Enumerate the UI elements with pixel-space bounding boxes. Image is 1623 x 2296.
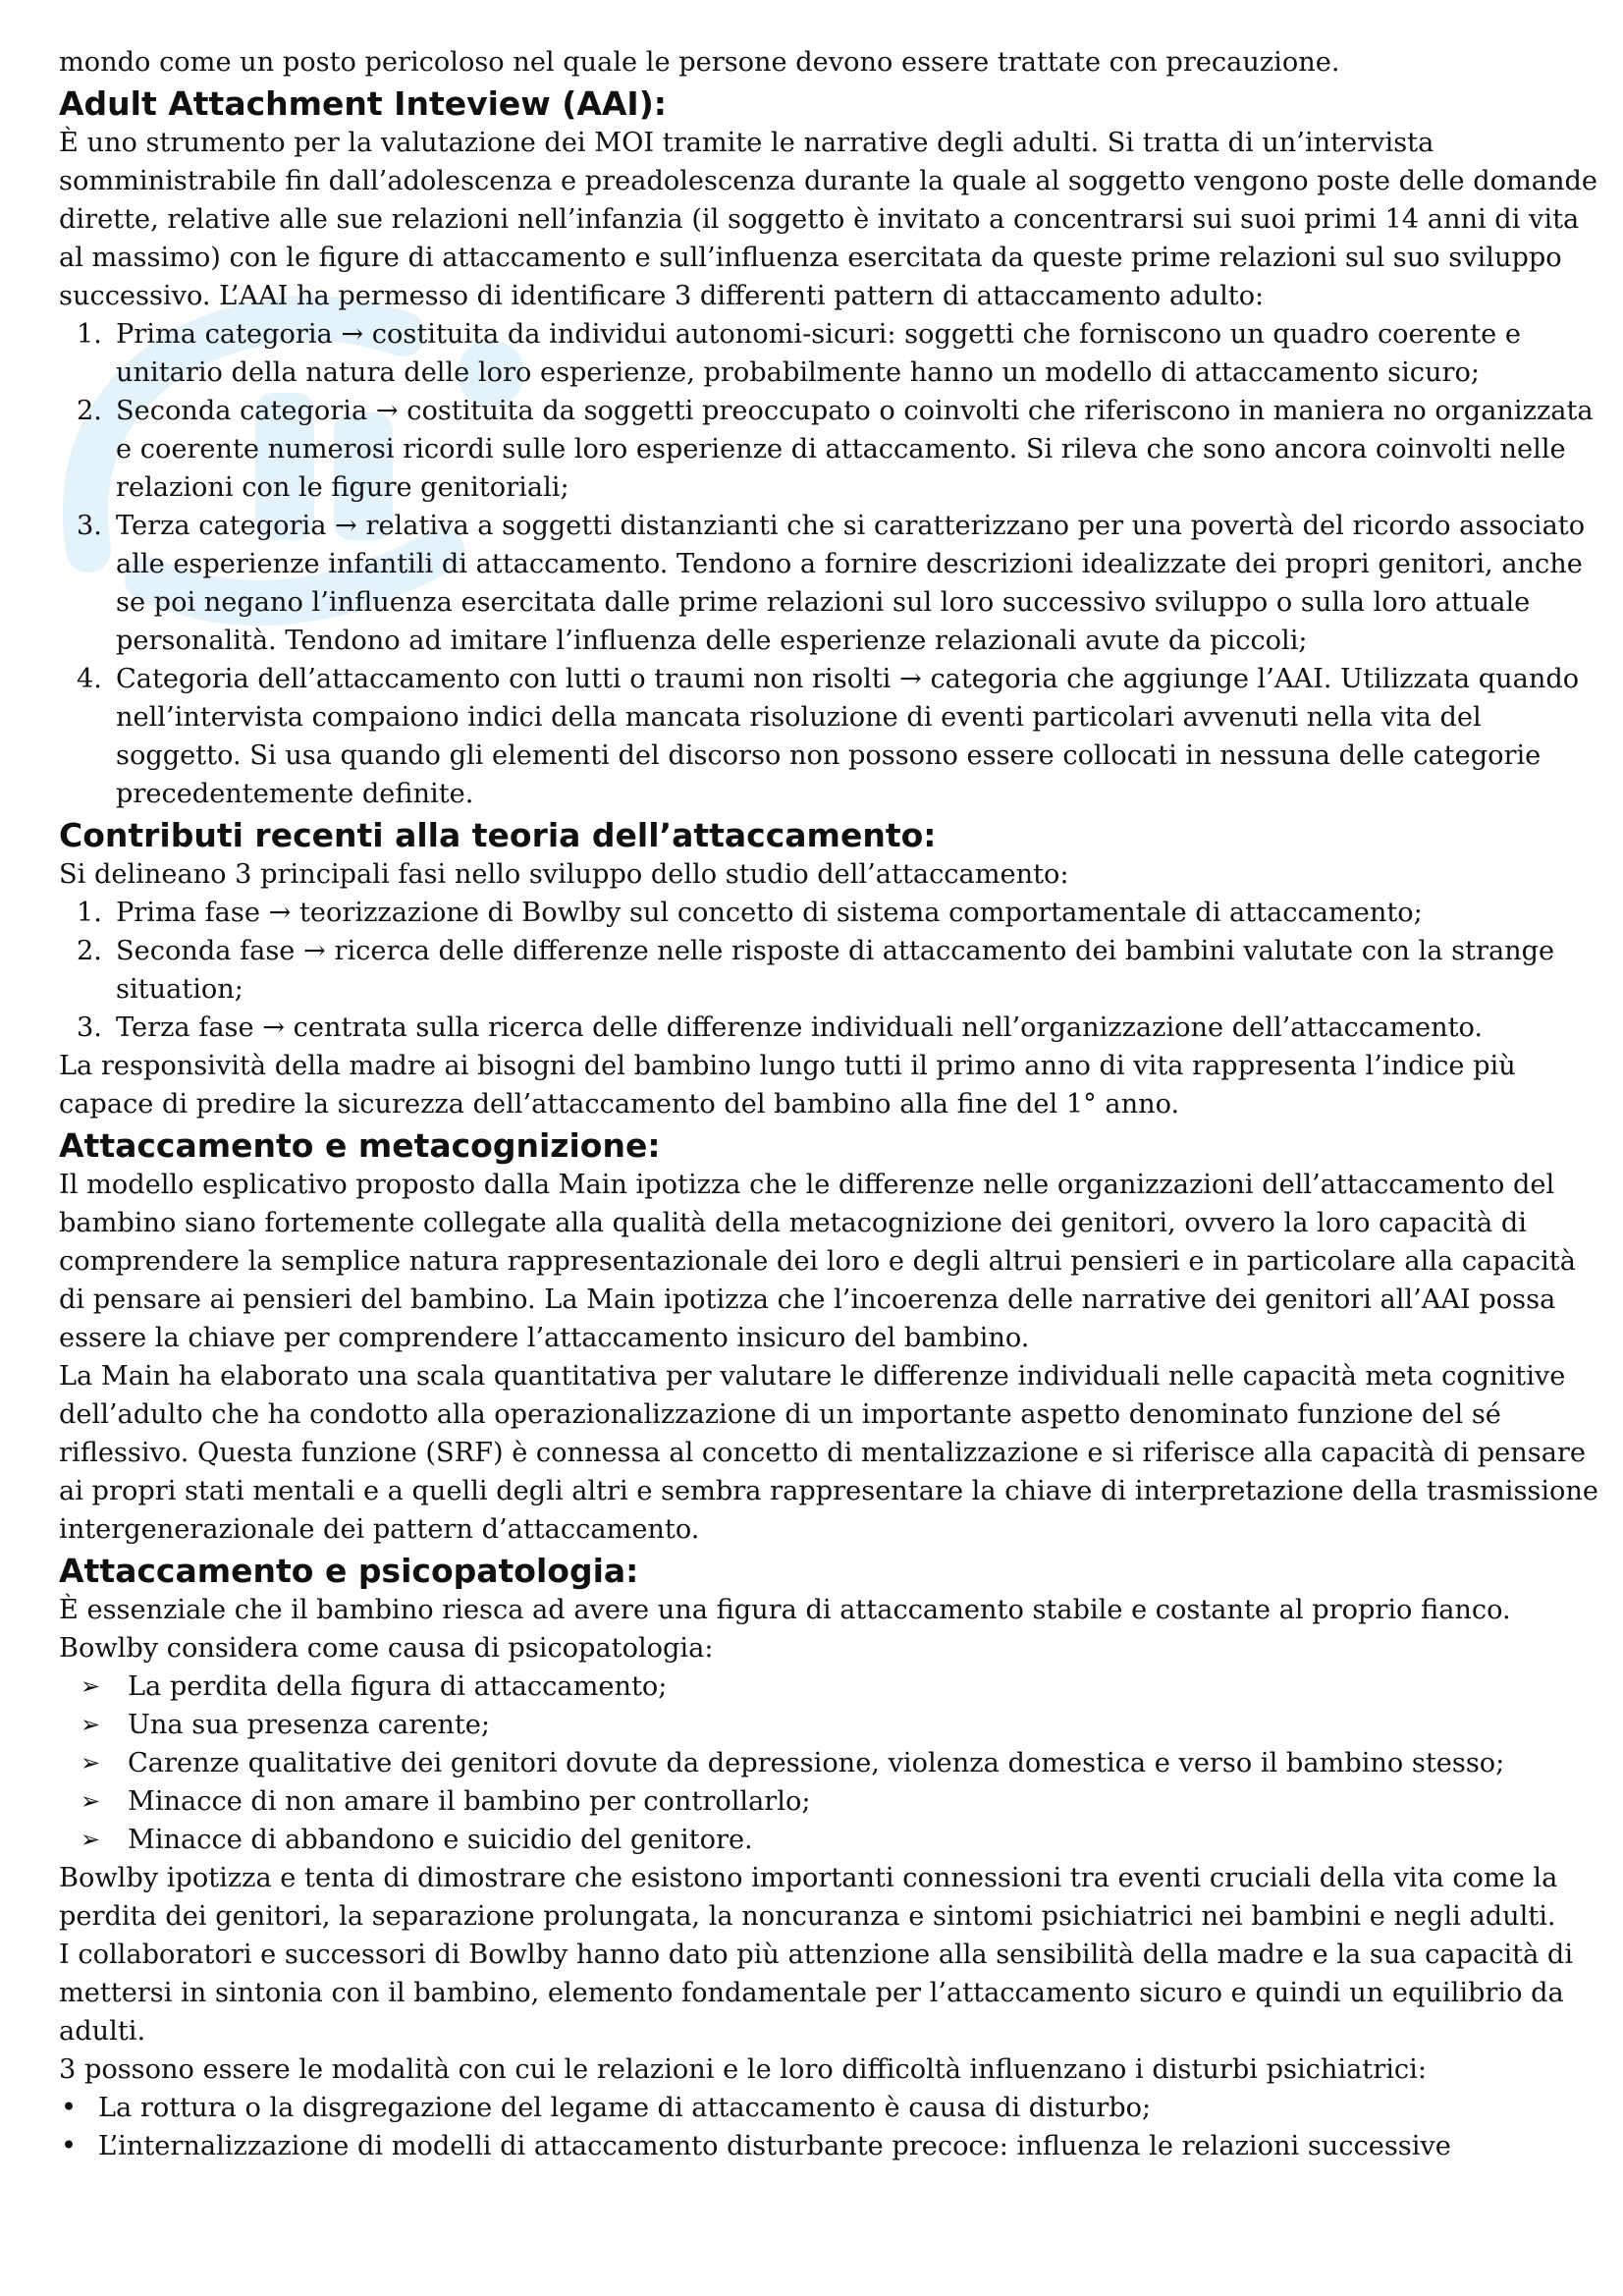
dot-bullet-icon: • bbox=[61, 2093, 78, 2123]
section-metacognizione bbox=[59, 1126, 1600, 1549]
arrow-bullet-icon: ➢ bbox=[81, 1787, 101, 1815]
list-item: 3. Terza categoria → relativa a soggetti distanzianti che si caratterizzano per una povertà del ricordo associato alle esperienze infantili di attaccamento. Tendono a fornire descrizioni idealizzate dei propri genitori, anche se poi negano l’influenza esercitata dalle prime relazioni sul loro successivo sviluppo o sulla loro attuale personalità. Tendono ad imitare l’influenza delle esperienze relazionali avute da piccoli; bbox=[77, 511, 1586, 656]
psicopatologia-paragraph-1: Bowlby ipotizza e tenta di dimostrare che esistono importanti connessioni tra eventi cruciali della vita come la perdita dei genitori, la separazione prolungata, la noncuranza e sintomi psichiatrici nei bambini e negli adulti. bbox=[59, 1863, 1558, 1932]
psicopatologia-line-2: Bowlby considera come causa di psicopatologia: bbox=[59, 1633, 714, 1664]
contributi-closing: La responsività della madre ai bisogni del bambino lungo tutti il primo anno di vita rappresenta l’indice più capace di predire la sicurezza dell’attaccamento del bambino alla fine del 1° anno. bbox=[59, 1051, 1516, 1120]
section-psicopatologia bbox=[59, 1552, 1600, 2165]
list-item: • La rottura o la disgregazione del legame di attaccamento è causa di disturbo; bbox=[59, 2089, 1600, 2127]
phases-list bbox=[59, 894, 1600, 1047]
document-page bbox=[59, 43, 1600, 2165]
heading-psicopatologia: Attaccamento e psicopatologia: bbox=[59, 1552, 639, 1590]
causes-list bbox=[59, 1667, 1600, 1859]
dot-bullet-icon: • bbox=[61, 2131, 78, 2161]
list-item: ➢ Minacce di non amare il bambino per controllarlo; bbox=[59, 1782, 1600, 1821]
psicopatologia-line-1: È essenziale che il bambino riesca ad avere una figura di attaccamento stabile e costante al proprio fianco. bbox=[59, 1595, 1511, 1625]
list-item: ➢ Minacce di abbandono e suicidio del genitore. bbox=[59, 1821, 1600, 1859]
arrow-bullet-icon: ➢ bbox=[81, 1826, 101, 1853]
psicopatologia-paragraph-2: I collaboratori e successori di Bowlby hanno dato più attenzione alla sensibilità della madre e la sua capacità di mettersi in sintonia con il bambino, elemento fondamentale per l’attaccamento sicuro e quindi un equilibrio da adulti. bbox=[59, 1940, 1574, 2047]
arrow-bullet-icon: ➢ bbox=[81, 1711, 101, 1738]
contributi-intro: Si delineano 3 principali fasi nello sviluppo dello studio dell’attaccamento: bbox=[59, 859, 1069, 890]
intro-line: mondo come un posto pericoloso nel quale le persone devono essere trattate con precauzione. bbox=[59, 47, 1340, 78]
list-item: 3. Terza fase → centrata sulla ricerca delle differenze individuali nell’organizzazione dell’attaccamento. bbox=[77, 1012, 1484, 1043]
heading-aai: Adult Attachment Inteview (AAI): bbox=[59, 84, 667, 123]
psicopatologia-paragraph-3: 3 possono essere le modalità con cui le relazioni e le loro difficoltà influenzano i disturbi psichiatrici: bbox=[59, 2054, 1428, 2085]
section-contributi bbox=[59, 816, 1600, 1123]
section-aai bbox=[59, 84, 1600, 813]
aai-category-list bbox=[59, 315, 1600, 813]
list-item: 2. Seconda fase → ricerca delle differenze nelle risposte di attaccamento dei bambini valutate con la strange situation; bbox=[77, 936, 1555, 1005]
list-item: 2. Seconda categoria → costituita da soggetti preoccupato o coinvolti che riferiscono in maniera no organizzata e coerente numerosi ricordi sulle loro esperienze di attaccamento. Si rileva che sono ancora coinvolti nelle relazioni con le figure genitoriali; bbox=[77, 396, 1594, 503]
metacognizione-paragraph-2: La Main ha elaborato una scala quantitativa per valutare le differenze individuali nelle capacità meta cognitive dell’adulto che ha condotto alla operazionalizzazione di un importante aspetto denominato funzione del sé riflessivo. Questa funzione (SRF) è connessa al concetto di mentalizzazione e si riferisce alla capacità di pensare ai propri stati mentali e a quelli degli altri e sembra rappresentare la chiave di interpretazione della trasmissione intergenerazionale dei pattern d’attaccamento. bbox=[59, 1361, 1599, 1545]
list-item: 4. Categoria dell’attaccamento con lutti o traumi non risolti → categoria che aggiunge l’AAI. Utilizzata quando nell’intervista compaiono indici della mancata risoluzione di eventi particolari avvenuti nella vita del soggetto. Si usa quando gli elementi del discorso non possono essere collocati in nessuna delle categorie precedentemente definite. bbox=[77, 664, 1580, 809]
list-item: ➢ Una sua presenza carente; bbox=[59, 1706, 1600, 1744]
heading-metacognizione: Attaccamento e metacognizione: bbox=[59, 1126, 661, 1165]
arrow-bullet-icon: ➢ bbox=[81, 1749, 101, 1777]
list-item: ➢ La perdita della figura di attaccamento; bbox=[59, 1667, 1600, 1706]
aai-paragraph: È uno strumento per la valutazione dei MOI tramite le narrative degli adulti. Si tratta di un’intervista somministrabile fin dall’adolescenza e preadolescenza durante la quale al soggetto vengono poste delle domande dirette, relative alle sue relazioni nell’infanzia (il soggetto è invitato a concentrarsi sui suoi primi 14 anni di vita al massimo) con le figure di attaccamento e sull’influenza esercitata da queste prime relazioni sul suo sviluppo successivo. L’AAI ha permesso di identificare 3 differenti pattern di attaccamento adulto: bbox=[59, 128, 1597, 311]
metacognizione-paragraph-1: Il modello esplicativo proposto dalla Main ipotizza che le differenze nelle organizzazioni dell’attaccamento del bambino siano fortemente collegate alla qualità della metacognizione dei genitori, ovvero la loro capacità di comprendere la semplice natura rappresentazionale dei loro e degli altrui pensieri e in particolare alla capacità di pensare ai pensieri del bambino. La Main ipotizza che l’incoerenza delle narrative dei genitori all’AAI possa essere la chiave per comprendere l’attaccamento insicuro del bambino. bbox=[59, 1170, 1576, 1353]
list-item: ➢ Carenze qualitative dei genitori dovute da depressione, violenza domestica e verso il bambino stesso; bbox=[59, 1744, 1600, 1782]
arrow-bullet-icon: ➢ bbox=[81, 1672, 101, 1700]
list-item: • L’internalizzazione di modelli di attaccamento disturbante precoce: influenza le relazioni successive bbox=[59, 2127, 1600, 2165]
list-item: 1. Prima categoria → costituita da individui autonomi-sicuri: soggetti che forniscono un quadro coerente e unitario della natura delle loro esperienze, probabilmente hanno un modello di attaccamento sicuro; bbox=[77, 319, 1521, 388]
heading-contributi: Contributi recenti alla teoria dell’attaccamento: bbox=[59, 816, 937, 854]
list-item: 1. Prima fase → teorizzazione di Bowlby sul concetto di sistema comportamentale di attaccamento; bbox=[77, 898, 1423, 928]
modes-list bbox=[59, 2089, 1600, 2165]
